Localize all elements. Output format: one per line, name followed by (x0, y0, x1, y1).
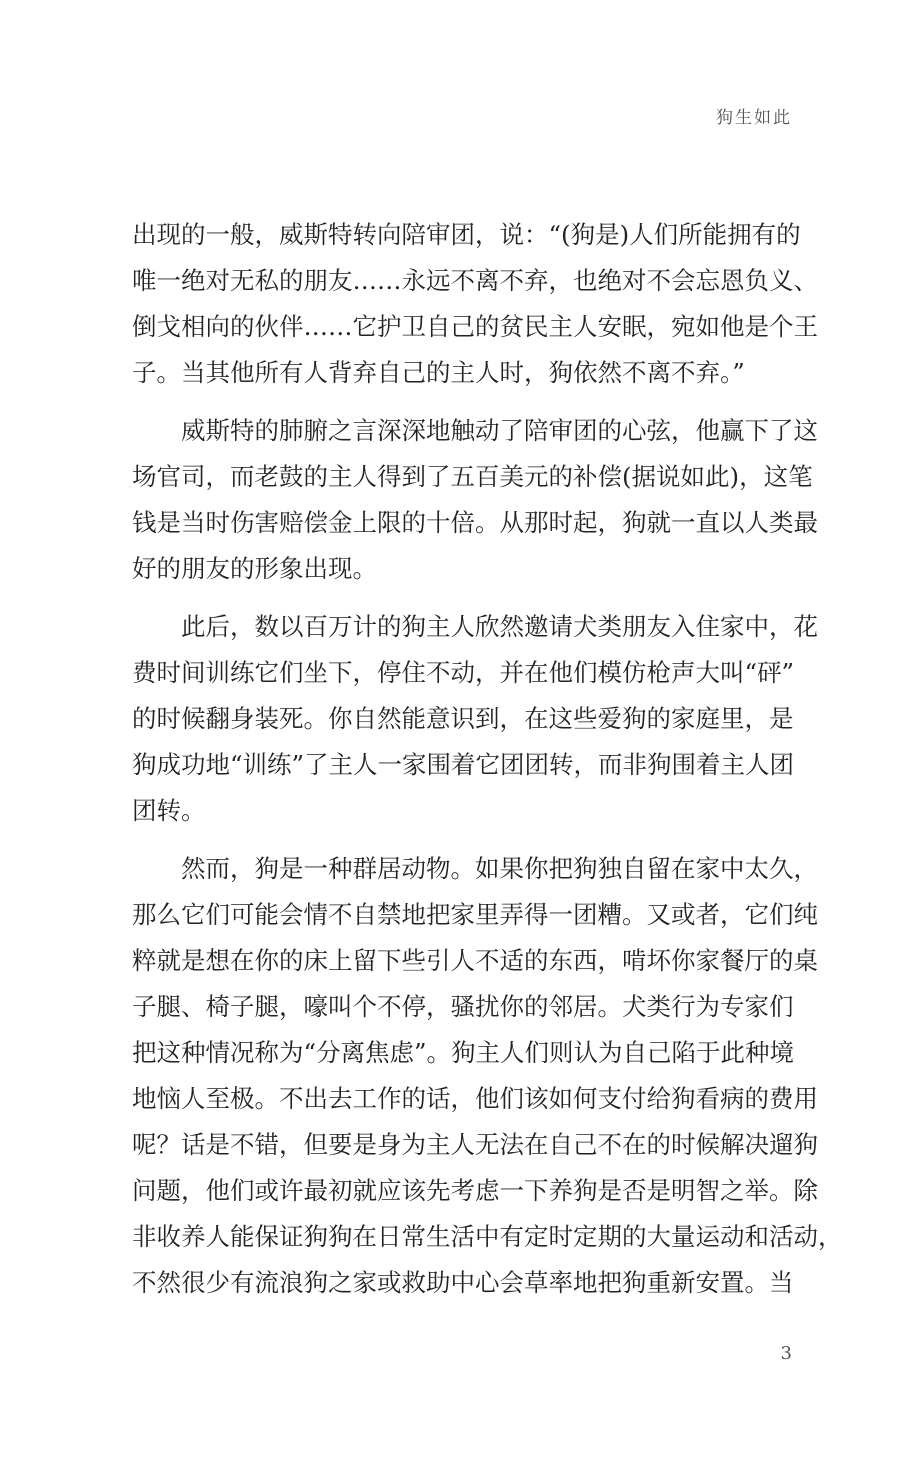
text-line: 场官司，而老鼓的主人得到了五百美元的补偿(据说如此)，这笔 (132, 462, 813, 491)
text-line: 粹就是想在你的床上留下些引人不适的东西，啃坏你家餐厅的桌 (132, 946, 818, 975)
text-line: 团转。 (132, 796, 206, 825)
text-line: 唯一绝对无私的朋友……永远不离不弃，也绝对不会忘恩负义、 (132, 266, 818, 295)
text-line: 然而，狗是一种群居动物。如果你把狗独自留在家中太久， (132, 854, 818, 883)
text-line: 的时候翻身装死。你自然能意识到，在这些爱狗的家庭里，是 (132, 704, 794, 733)
text-line: 呢？话是不错，但要是身为主人无法在自己不在的时候解决遛狗 (132, 1130, 818, 1159)
text-line: 狗成功地“训练”了主人一家围着它团团转，而非狗围着主人团 (132, 750, 795, 779)
text-line: 把这种情况称为“分离焦虑”。狗主人们则认为自己陷于此种境 (132, 1038, 795, 1067)
paragraph (132, 846, 843, 1306)
paragraph (132, 408, 818, 592)
text-line: 不然很少有流浪狗之家或救助中心会草率地把狗重新安置。当 (132, 1268, 794, 1297)
text-line: 费时间训练它们坐下，停住不动，并在他们模仿枪声大叫“砰” (132, 658, 795, 687)
text-line: 钱是当时伤害赔偿金上限的十倍。从那时起，狗就一直以人类最 (132, 508, 818, 537)
text-line: 倒戈相向的伙伴……它护卫自己的贫民主人安眠，宛如他是个王 (132, 312, 818, 341)
text-line: 地恼人至极。不出去工作的话，他们该如何支付给狗看病的费用 (132, 1084, 818, 1113)
running-header: 狗生如此 (716, 108, 792, 128)
text-line: 威斯特的肺腑之言深深地触动了陪审团的心弦，他赢下了这 (132, 416, 818, 445)
body-text (132, 212, 843, 1306)
text-line: 非收养人能保证狗狗在日常生活中有定时定期的大量运动和活动， (132, 1222, 843, 1251)
text-line: 子。当其他所有人背弃自己的主人时，狗依然不离不弃。” (132, 358, 745, 387)
text-line: 子腿、椅子腿，嚎叫个不停，骚扰你的邻居。犬类行为专家们 (132, 992, 794, 1021)
text-line: 那么它们可能会情不自禁地把家里弄得一团糟。又或者，它们纯 (132, 900, 818, 929)
text-line: 此后，数以百万计的狗主人欣然邀请犬类朋友入住家中，花 (132, 612, 818, 641)
text-line: 问题，他们或许最初就应该先考虑一下养狗是否是明智之举。除 (132, 1176, 818, 1205)
paragraph (132, 212, 818, 396)
text-line: 出现的一般，威斯特转向陪审团，说：“(狗是)人们所能拥有的 (132, 220, 801, 249)
text-line: 好的朋友的形象出现。 (132, 554, 377, 583)
page-number: 3 (780, 1343, 792, 1364)
paragraph (132, 604, 818, 834)
